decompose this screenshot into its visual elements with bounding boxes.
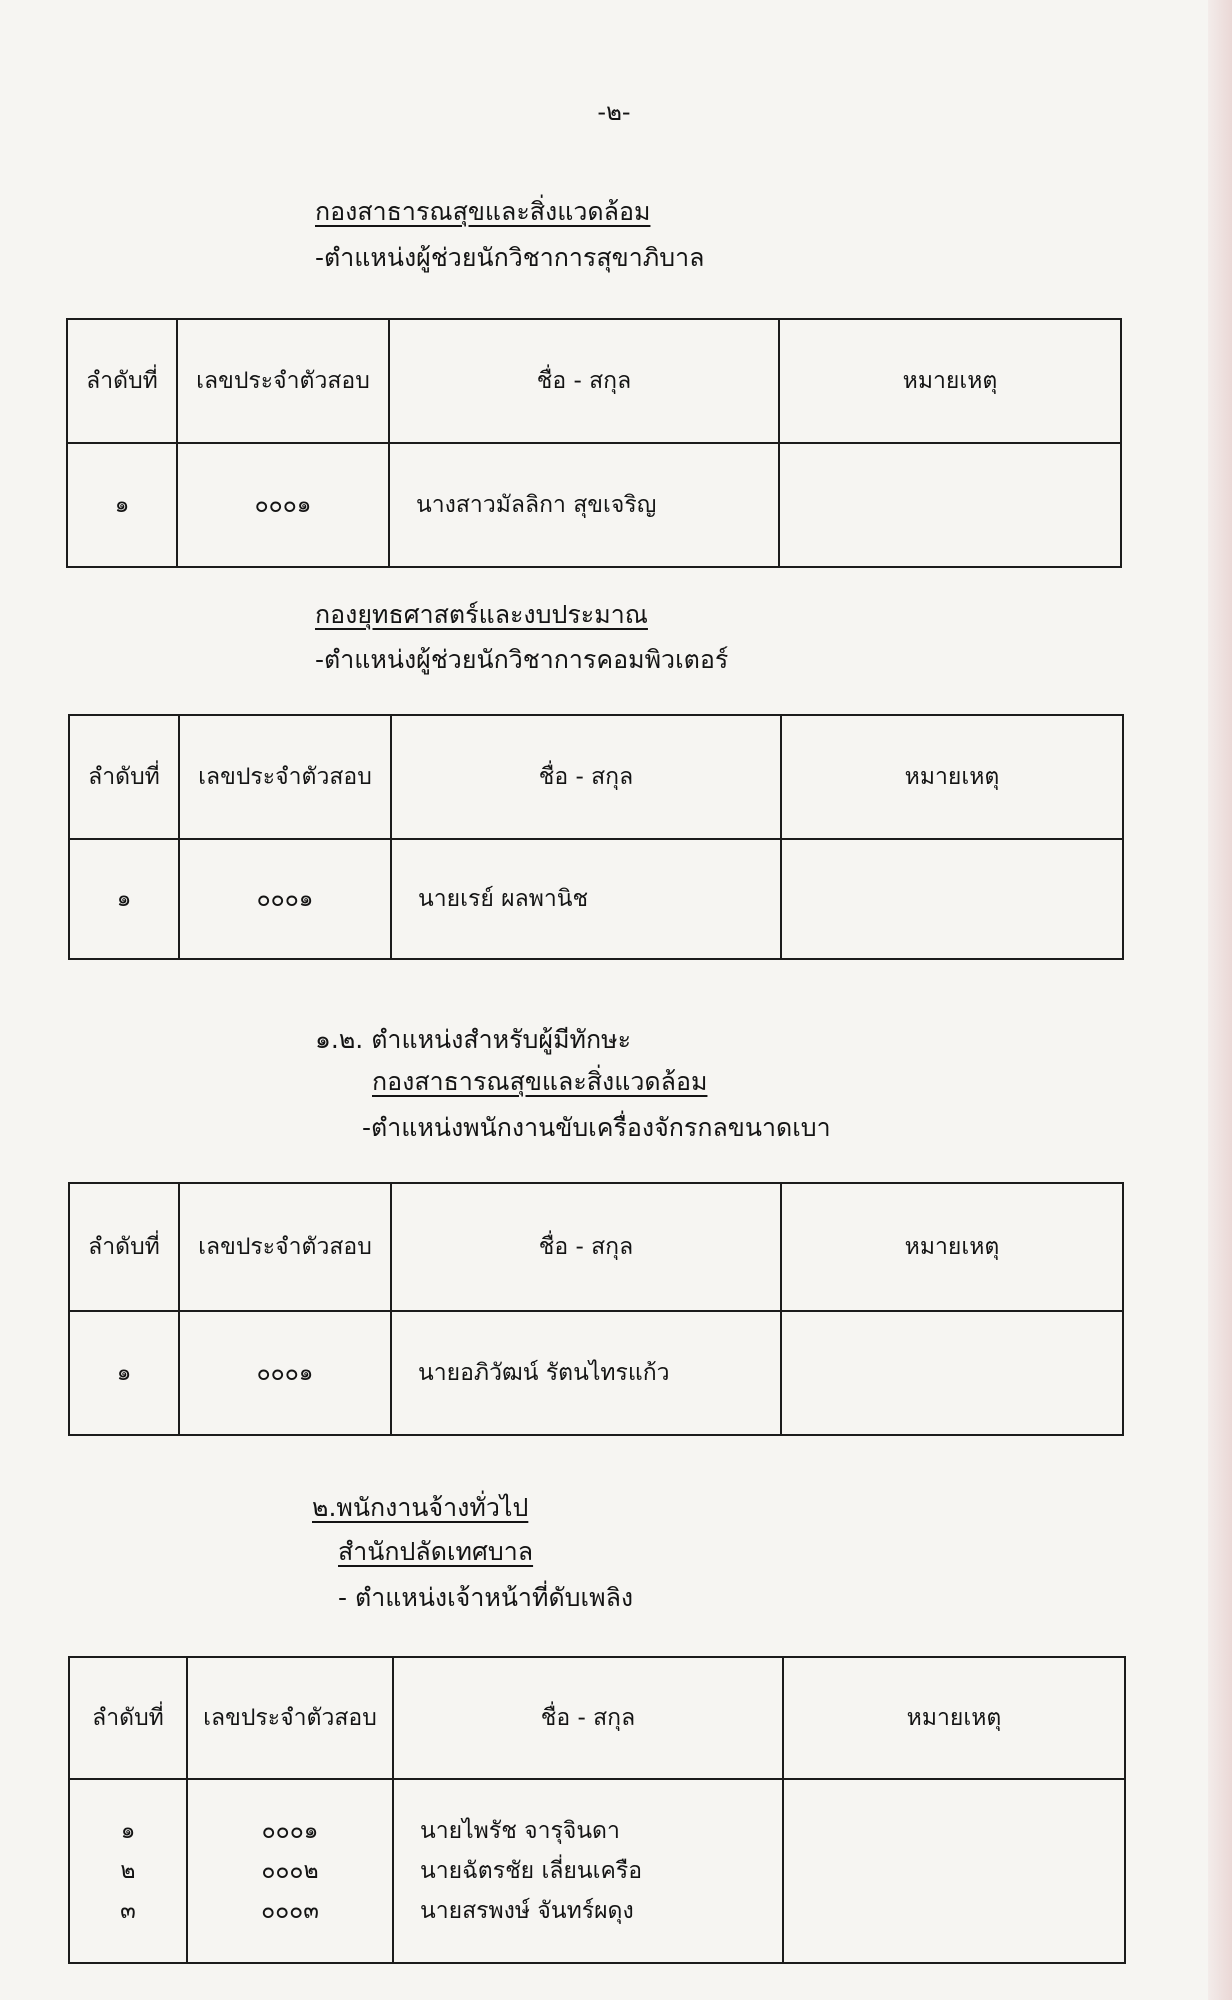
header-remarks: หมายเหตุ [781,715,1123,839]
section-2-position: -ตำแหน่งผู้ช่วยนักวิชาการคอมพิวเตอร์ [315,645,729,674]
full-name-1: นายไพรัช จารุจินดา [420,1818,620,1844]
cell-exam-id-list [187,1779,393,1963]
cell-order: ๑ [67,443,177,567]
cell-full-name: นางสาวมัลลิกา สุขเจริญ [389,443,779,567]
cell-remarks [781,1311,1123,1435]
cell-remarks [779,443,1121,567]
cell-exam-id: ๐๐๐๑ [177,443,389,567]
table-header-row [67,319,1121,443]
header-exam-id: เลขประจำตัวสอบ [187,1657,393,1779]
section-3-department: กองสาธารณสุขและสิ่งแวดล้อม [372,1067,708,1096]
table-row [69,1779,1125,1963]
cell-order: ๑ [69,1311,179,1435]
header-full-name: ชื่อ - สกุล [391,1183,781,1311]
header-order: ลำดับที่ [69,1183,179,1311]
cell-exam-id: ๐๐๐๑ [179,1311,391,1435]
table-row [69,1311,1123,1435]
section-2-department: กองยุทธศาสตร์และงบประมาณ [315,600,648,629]
order-3: ๓ [120,1898,136,1924]
exam-id-2: ๐๐๐๒ [261,1858,319,1884]
cell-order: ๑ [69,839,179,959]
table-header-row [69,1657,1125,1779]
cell-full-name: นายอภิวัฒน์ รัตนไทรแก้ว [391,1311,781,1435]
cell-order-list [69,1779,187,1963]
header-remarks: หมายเหตุ [783,1657,1125,1779]
section-4-department: สำนักปลัดเทศบาล [338,1537,534,1566]
header-exam-id: เลขประจำตัวสอบ [177,319,389,443]
section-4-table [68,1656,1126,1964]
section-4-position: - ตำแหน่งเจ้าหน้าที่ดับเพลิง [338,1583,634,1612]
section-3-table [68,1182,1124,1436]
cell-exam-id: ๐๐๐๑ [179,839,391,959]
table-header-row [69,1183,1123,1311]
header-full-name: ชื่อ - สกุล [389,319,779,443]
table-row [67,443,1121,567]
header-exam-id: เลขประจำตัวสอบ [179,1183,391,1311]
section-3-position: -ตำแหน่งพนักงานขับเครื่องจักรกลขนาดเบา [362,1113,831,1142]
header-remarks: หมายเหตุ [781,1183,1123,1311]
cell-full-name: นายเรย์ ผลพานิช [391,839,781,959]
exam-id-3: ๐๐๐๓ [261,1898,319,1924]
order-1: ๑ [120,1818,136,1844]
full-name-2: นายฉัตรชัย เลี่ยนเครือ [420,1858,643,1884]
page-number: -๒- [597,98,631,126]
header-order: ลำดับที่ [69,1657,187,1779]
header-full-name: ชื่อ - สกุล [391,715,781,839]
header-remarks: หมายเหตุ [779,319,1121,443]
order-2: ๒ [120,1858,136,1884]
section-1-table [66,318,1122,568]
header-order: ลำดับที่ [67,319,177,443]
full-name-3: นายสรพงษ์ จันทร์ผดุง [420,1898,634,1924]
table-row [69,839,1123,959]
cell-full-name-list [393,1779,783,1963]
header-order: ลำดับที่ [69,715,179,839]
header-full-name: ชื่อ - สกุล [393,1657,783,1779]
cell-remarks [783,1779,1125,1963]
section-4-heading: ๒.พนักงานจ้างทั่วไป [312,1493,529,1522]
section-3-heading: ๑.๒. ตำแหน่งสำหรับผู้มีทักษะ [315,1025,632,1054]
exam-id-1: ๐๐๐๑ [261,1818,319,1844]
section-1-position: -ตำแหน่งผู้ช่วยนักวิชาการสุขาภิบาล [315,243,705,272]
section-1-department: กองสาธารณสุขและสิ่งแวดล้อม [315,197,651,226]
header-exam-id: เลขประจำตัวสอบ [179,715,391,839]
page-edge-shadow [1208,0,1232,2000]
section-2-table [68,714,1124,960]
cell-remarks [781,839,1123,959]
table-header-row [69,715,1123,839]
